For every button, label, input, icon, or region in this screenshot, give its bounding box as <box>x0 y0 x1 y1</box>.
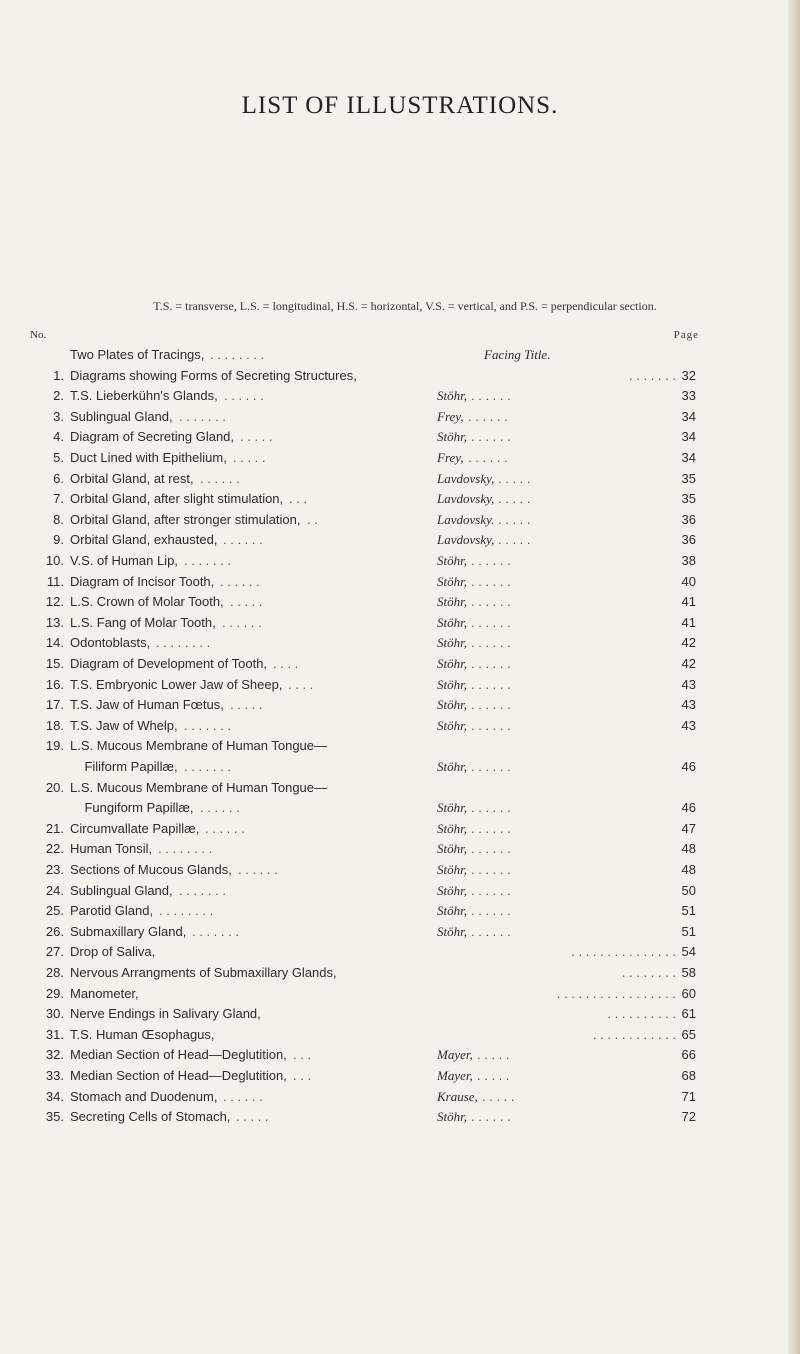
entry-number: 9. <box>53 532 64 548</box>
entry-number: 6. <box>53 470 64 486</box>
entry-description: Odontoblasts, <box>70 635 151 651</box>
list-item <box>0 1107 800 1127</box>
entry-description: T.S. Lieberkühn's Glands, <box>70 388 218 404</box>
entry-page: 36 <box>681 532 696 548</box>
entry-description: Median Section of Head—Deglutition, <box>70 1068 287 1083</box>
entry-author: Stöhr, <box>437 820 467 836</box>
entry-author: Stöhr, <box>437 903 467 919</box>
leader-dots: . . . . . . . . <box>621 965 676 980</box>
entry-page: 72 <box>681 1109 696 1125</box>
entry-description: Diagram of Secreting Gland, <box>70 429 235 445</box>
leader-dots: . . . . . <box>498 491 531 507</box>
entry-description: Fungiform Papillæ, <box>70 800 194 816</box>
entry-page: 41 <box>681 614 696 630</box>
leader-dots: . . . . . . <box>471 800 511 816</box>
list-item <box>0 530 800 550</box>
entry-author: Stöhr, <box>437 923 467 939</box>
leader-dots: . . . . . . . . . . . . . . . . . <box>556 985 676 1001</box>
entry-page: 51 <box>681 903 696 919</box>
leader-dots: . . . . . . <box>224 388 264 404</box>
entry-description: T.S. Human Œsophagus, <box>70 1026 215 1042</box>
leader-dots: . . . . . <box>477 1068 510 1083</box>
entry-description: L.S. Mucous Membrane of Human Tongue— <box>70 738 328 754</box>
entry-description: Sublingual Gland, <box>70 408 173 424</box>
entry-description: Orbital Gland, exhausted, <box>70 532 218 548</box>
leader-dots: . . . . . . <box>200 800 240 816</box>
entry-author: Stöhr, <box>437 388 467 404</box>
list-item <box>0 345 800 365</box>
entry-description: L.S. Mucous Membrane of Human Tongue— <box>70 779 328 795</box>
entry-description: L.S. Crown of Molar Tooth, <box>70 594 224 610</box>
leader-dots: . . . . . . . . <box>159 903 214 919</box>
entry-author: Lavdovsky, <box>437 470 495 486</box>
entry-number: 13. <box>45 614 64 630</box>
page-column-header: Page <box>673 329 699 341</box>
leader-dots: . . . . . . <box>223 532 263 548</box>
entry-number: 16. <box>45 676 64 692</box>
leader-dots: . . . <box>289 491 308 507</box>
entry-page: 35 <box>681 470 696 486</box>
entry-author: Stöhr, <box>437 676 467 692</box>
list-item <box>0 942 800 962</box>
entry-author: Stöhr, <box>437 800 467 816</box>
leader-dots: . . . . . . . . . . . . . . . <box>571 944 676 960</box>
list-item <box>0 860 800 880</box>
list-item <box>0 572 800 592</box>
list-item <box>0 1045 800 1065</box>
entry-page: 41 <box>681 594 696 610</box>
entry-page: 43 <box>681 697 696 713</box>
list-item <box>0 695 800 715</box>
leader-dots: . . . . . . <box>471 903 511 919</box>
list-item <box>0 675 800 695</box>
entry-description: L.S. Fang of Molar Tooth, <box>70 614 216 630</box>
entry-description: Stomach and Duodenum, <box>70 1088 218 1104</box>
leader-dots: . . . . . . <box>471 635 511 651</box>
list-item <box>0 448 800 468</box>
entry-author: Stöhr, <box>437 553 467 568</box>
leader-dots: . . . . . . <box>468 408 508 424</box>
entry-author: Stöhr, <box>437 841 467 857</box>
entry-page: 38 <box>681 553 696 568</box>
entry-author: Stöhr, <box>437 594 467 610</box>
leader-dots: . . . . . . <box>200 470 240 486</box>
entry-number: 17. <box>45 697 64 713</box>
list-item <box>0 407 800 427</box>
entry-number: 8. <box>53 511 64 527</box>
entry-page: 46 <box>681 759 696 774</box>
list-item <box>0 963 800 983</box>
entry-number: 1. <box>53 367 64 383</box>
list-item <box>0 881 800 901</box>
leader-dots: . . . . . . <box>471 841 511 857</box>
leader-dots: . . . . . . <box>205 820 245 836</box>
list-item <box>0 386 800 406</box>
entry-author: Stöhr, <box>437 717 467 733</box>
entry-number: 23. <box>45 862 64 877</box>
entry-page: 60 <box>681 985 696 1001</box>
leader-dots: . . . . . . <box>468 450 508 465</box>
entry-number: 27. <box>45 944 64 960</box>
list-item <box>0 469 800 489</box>
entry-page: 48 <box>681 841 696 857</box>
entry-page: 71 <box>681 1088 696 1104</box>
leader-dots: . . . . . . <box>238 862 278 877</box>
entry-number: 30. <box>45 1006 64 1022</box>
abbreviation-key: T.S. = transverse, L.S. = longitudinal, H.S. = horizontal, V.S. = vertical, and P.S. = perpendicular section. <box>153 299 657 313</box>
entry-description: Drop of Saliva, <box>70 944 156 960</box>
entry-author: Stöhr, <box>437 429 467 445</box>
leader-dots: . . . . . . . <box>179 882 226 898</box>
leader-dots: . . . . . . <box>471 553 511 568</box>
list-item <box>0 654 800 674</box>
leader-dots: . . . . . . . <box>184 759 231 774</box>
leader-dots: . . . . . <box>498 532 531 548</box>
list-item <box>0 778 800 798</box>
leader-dots: . . . . . . . . . . <box>607 1006 676 1022</box>
list-item <box>0 839 800 859</box>
leader-dots: . . . . . . . . <box>156 635 211 651</box>
entry-page: 51 <box>681 923 696 939</box>
list-item <box>0 489 800 509</box>
leader-dots: . . . . . <box>498 470 531 486</box>
list-item <box>0 366 800 386</box>
entry-description: T.S. Jaw of Human Fœtus, <box>70 697 224 713</box>
entry-page: 54 <box>681 944 696 960</box>
entry-number: 34. <box>45 1088 64 1104</box>
leader-dots: . . . . . . <box>471 697 511 713</box>
entry-author: Frey, <box>437 408 464 424</box>
list-item <box>0 798 800 818</box>
list-item <box>0 922 800 942</box>
list-item <box>0 613 800 633</box>
entry-description: Human Tonsil, <box>70 841 153 857</box>
leader-dots: . . . . . . <box>471 573 511 589</box>
entry-author: Stöhr, <box>437 656 467 671</box>
entry-author: Stöhr, <box>437 1109 467 1125</box>
leader-dots: . . . . . . . <box>184 553 231 568</box>
entry-description: Median Section of Head—Deglutition, <box>70 1047 287 1063</box>
entry-number: 3. <box>53 408 64 424</box>
entry-description: Duct Lined with Epithelium, <box>70 450 227 465</box>
entry-description: Diagrams showing Forms of Secreting Structures, <box>70 367 357 383</box>
entry-number: 12. <box>45 594 64 610</box>
entry-description: Submaxillary Gland, <box>70 923 187 939</box>
leader-dots: . . . . . . . <box>184 717 231 733</box>
entry-page: 43 <box>681 717 696 733</box>
entry-number: 11. <box>46 573 64 589</box>
leader-dots: . . . <box>293 1068 312 1083</box>
entry-description: Two Plates of Tracings, <box>70 347 205 362</box>
entry-page: 42 <box>681 635 696 651</box>
entry-number: 24. <box>45 882 64 898</box>
list-item <box>0 901 800 921</box>
entry-description: Circumvallate Papillæ, <box>70 820 200 836</box>
entry-number: 2. <box>53 388 64 404</box>
leader-dots: . . . . . . <box>471 1109 511 1125</box>
entry-number: 29. <box>45 985 64 1001</box>
leader-dots: . . . . . . <box>220 573 260 589</box>
entry-page: 46 <box>681 800 696 816</box>
entry-page: 33 <box>681 388 696 404</box>
entry-author: Stöhr, <box>437 635 467 651</box>
leader-dots: . . . . . <box>477 1047 510 1063</box>
leader-dots: . . . . . . <box>471 429 511 445</box>
leader-dots: . . . . . <box>498 511 531 527</box>
list-item <box>0 1066 800 1086</box>
entry-number: 4. <box>53 429 64 445</box>
entry-number: 33. <box>45 1068 64 1083</box>
entry-number: 25. <box>45 903 64 919</box>
entry-author: Lavdovsky, <box>437 491 495 507</box>
entry-author: Stöhr, <box>437 573 467 589</box>
entry-page: 35 <box>681 491 696 507</box>
leader-dots: . . . . . <box>236 1109 269 1125</box>
leader-dots: . . . . . <box>233 450 266 465</box>
entry-page: 68 <box>681 1068 696 1083</box>
entry-number: 7. <box>53 491 64 507</box>
leader-dots: . . . . . . . . <box>158 841 213 857</box>
list-item <box>0 1004 800 1024</box>
leader-dots: . . . . . . <box>222 614 262 630</box>
entry-number: 22. <box>45 841 64 857</box>
leader-dots: . . . . . . <box>471 656 511 671</box>
entry-author: Krause, <box>437 1088 478 1104</box>
entry-author: Mayer, <box>437 1068 473 1083</box>
leader-dots: . . . . . . . <box>179 408 226 424</box>
leader-dots: . . . . . <box>230 594 263 610</box>
entry-page: 65 <box>681 1026 696 1042</box>
leader-dots: . . . . . . <box>471 759 511 774</box>
entry-author: Stöhr, <box>437 697 467 713</box>
entry-author: Frey, <box>437 450 464 465</box>
entry-page: 32 <box>681 367 696 383</box>
leader-dots: . . . . . . <box>471 614 511 630</box>
entry-page: 40 <box>681 573 696 589</box>
entry-description: Orbital Gland, after stronger stimulation, <box>70 511 301 527</box>
leader-dots: . . . . . . <box>471 820 511 836</box>
page-title: LIST OF ILLUSTRATIONS. <box>241 92 559 119</box>
list-item <box>0 427 800 447</box>
leader-dots: . . . . . . <box>471 594 511 610</box>
entry-description: Nerve Endings in Salivary Gland, <box>70 1006 261 1022</box>
entry-author: Mayer, <box>437 1047 473 1063</box>
list-item <box>0 633 800 653</box>
entry-facing-note: Facing Title. <box>484 347 551 362</box>
entry-number: 21. <box>45 820 64 836</box>
entry-number: 31. <box>45 1026 64 1042</box>
entry-description: Diagram of Development of Tooth, <box>70 656 268 671</box>
entry-description: Sections of Mucous Glands, <box>70 862 232 877</box>
leader-dots: . . . . . . <box>471 676 511 692</box>
leader-dots: . . . . . . . . <box>210 347 265 362</box>
entry-page: 43 <box>681 676 696 692</box>
entry-page: 42 <box>681 656 696 671</box>
list-item <box>0 1087 800 1107</box>
entry-author: Stöhr, <box>437 882 467 898</box>
leader-dots: . . . . . . . <box>192 923 239 939</box>
entry-page: 36 <box>681 511 696 527</box>
list-item <box>0 984 800 1004</box>
leader-dots: . . . . . <box>240 429 273 445</box>
leader-dots: . . . <box>293 1047 312 1063</box>
leader-dots: . . . . . . <box>471 717 511 733</box>
entry-description: Diagram of Incisor Tooth, <box>70 573 215 589</box>
leader-dots: . . . . . . <box>471 882 511 898</box>
entry-page: 66 <box>681 1047 696 1063</box>
list-item <box>0 757 800 777</box>
number-column-header: No. <box>30 329 47 341</box>
entry-description: Manometer, <box>70 985 139 1001</box>
entry-description: Filiform Papillæ, <box>70 759 178 774</box>
entry-description: Orbital Gland, after slight stimulation, <box>70 491 284 507</box>
entry-description: T.S. Jaw of Whelp, <box>70 717 178 733</box>
entry-description: Nervous Arrangments of Submaxillary Glands, <box>70 965 337 980</box>
leader-dots: . . . . . . . . . . . . <box>592 1026 676 1042</box>
entry-number: 28. <box>45 965 64 980</box>
entry-number: 15. <box>45 656 64 671</box>
entry-description: Orbital Gland, at rest, <box>70 470 194 486</box>
entry-number: 14. <box>45 635 64 651</box>
entry-number: 10. <box>45 553 64 568</box>
entry-author: Stöhr, <box>437 759 467 774</box>
leader-dots: . . . . . <box>482 1088 515 1104</box>
list-item <box>0 592 800 612</box>
entry-number: 26. <box>45 923 64 939</box>
leader-dots: . . . . . . <box>471 388 511 404</box>
entry-author: Stöhr, <box>437 614 467 630</box>
entry-page: 34 <box>681 429 696 445</box>
leader-dots: . . . . . . . <box>629 367 676 383</box>
leader-dots: . . . . . . <box>471 862 511 877</box>
entry-author: Lavdovsky. <box>437 511 495 527</box>
entry-page: 58 <box>681 965 696 980</box>
entry-author: Lavdovsky, <box>437 532 495 548</box>
entry-number: 5. <box>53 450 64 465</box>
entry-page: 34 <box>681 450 696 465</box>
entry-number: 19. <box>45 738 64 754</box>
entry-page: 50 <box>681 882 696 898</box>
leader-dots: . . . . . . <box>223 1088 263 1104</box>
list-item <box>0 716 800 736</box>
entry-description: Secreting Cells of Stomach, <box>70 1109 231 1125</box>
entry-page: 34 <box>681 408 696 424</box>
leader-dots: . . . . . . <box>471 923 511 939</box>
entry-description: Parotid Gland, <box>70 903 154 919</box>
leader-dots: . . . . . <box>230 697 263 713</box>
entry-number: 35. <box>45 1109 64 1125</box>
entry-description: Sublingual Gland, <box>70 882 173 898</box>
entry-number: 32. <box>45 1047 64 1063</box>
leader-dots: . . . . <box>273 656 299 671</box>
leader-dots: . . . . <box>288 676 314 692</box>
list-item <box>0 736 800 756</box>
list-item <box>0 551 800 571</box>
entry-page: 47 <box>681 820 696 836</box>
leader-dots: . . <box>307 511 318 527</box>
entry-description: V.S. of Human Lip, <box>70 553 178 568</box>
list-item <box>0 1025 800 1045</box>
entry-author: Stöhr, <box>437 862 467 877</box>
list-item <box>0 510 800 530</box>
entry-page: 48 <box>681 862 696 877</box>
entry-number: 18. <box>45 717 64 733</box>
entry-description: T.S. Embryonic Lower Jaw of Sheep, <box>70 676 283 692</box>
list-item <box>0 819 800 839</box>
entry-page: 61 <box>681 1006 696 1022</box>
entry-number: 20. <box>45 779 64 795</box>
